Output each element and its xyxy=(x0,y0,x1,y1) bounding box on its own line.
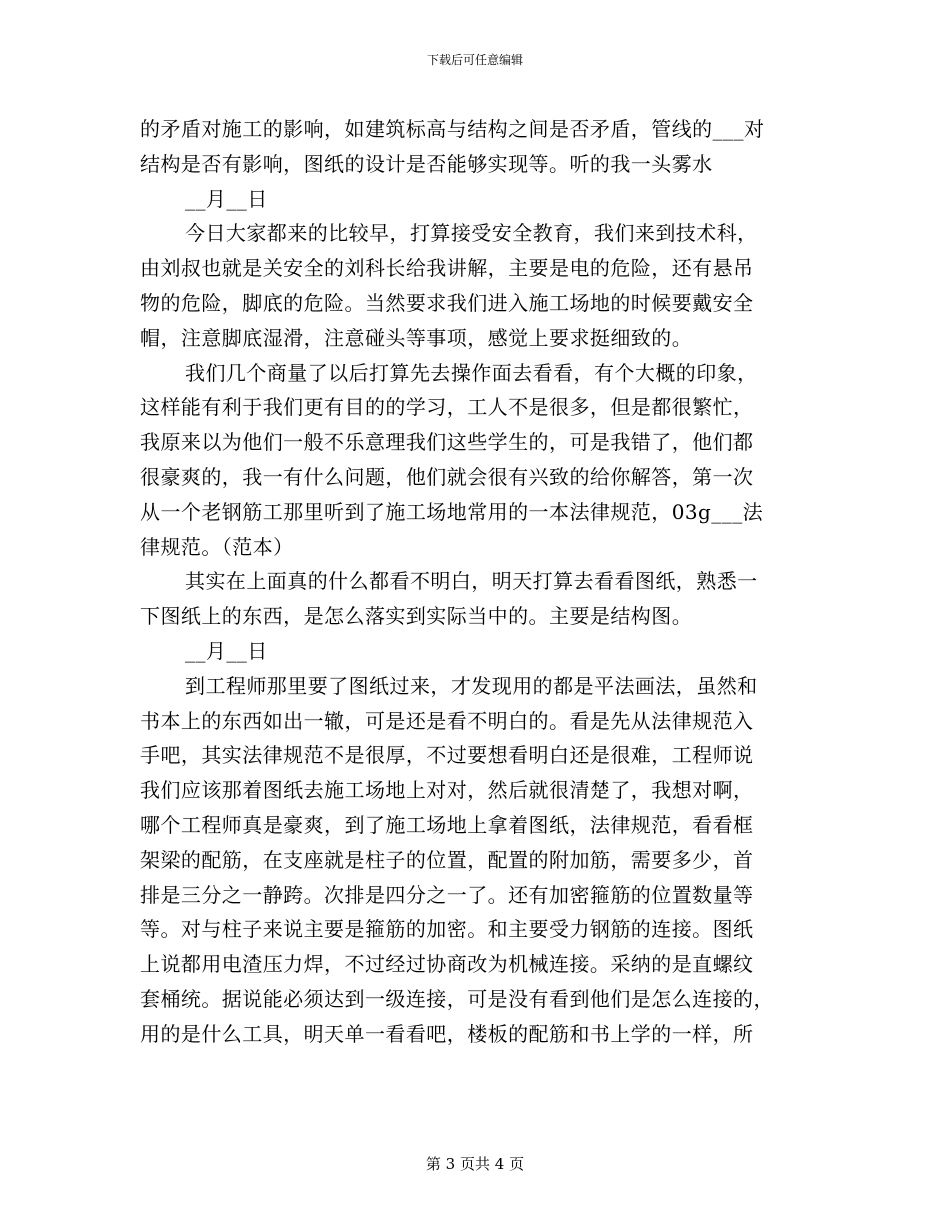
text-line: 排是三分之一静跨。次排是四分之一了。还有加密箍筋的位置数量等 xyxy=(140,882,754,907)
text-line: 结构是否有影响，图纸的设计是否能够实现等。听的我一头雾水 xyxy=(140,151,713,176)
text-line: 哪个工程师真是豪爽，到了施工场地上拿着图纸，法律规范，看看框 xyxy=(140,812,754,837)
date-line: __月__日 xyxy=(185,186,268,211)
text-line: 手吧，其实法律规范不是很厚，不过要想看明白还是很难，工程师说 xyxy=(140,743,754,768)
text-line: 书本上的东西如出一辙，可是还是看不明白的。看是先从法律规范入 xyxy=(140,708,754,733)
text-line: 由刘叔也就是关安全的刘科长给我讲解，主要是电的危险，还有悬吊 xyxy=(140,256,754,281)
text-line: 上说都用电渣压力焊，不过经过协商改为机械连接。采纳的是直螺纹 xyxy=(140,952,754,977)
text-line: 这样能有利于我们更有目的的学习，工人不是很多，但是都很繁忙， xyxy=(140,395,754,420)
text-line: 的矛盾对施工的影响，如建筑标高与结构之间是否矛盾，管线的___对 xyxy=(140,117,765,141)
text-line: 物的危险，脚底的危险。当然要求我们进入施工场地的时候要戴安全 xyxy=(140,290,754,315)
text-line: 律规范。（范本） xyxy=(140,534,294,559)
text-line: 其实在上面真的什么都看不明白，明天打算去看看图纸，熟悉一 xyxy=(185,569,758,594)
text-line: 下图纸上的东西，是怎么落实到实际当中的。主要是结构图。 xyxy=(140,604,693,629)
page-header: 下载后可任意编辑 xyxy=(426,53,523,67)
date-line: __月__日 xyxy=(185,638,268,663)
text-line: 帽，注意脚底湿滑，注意碰头等事项，感觉上要求挺细致的。 xyxy=(140,325,693,350)
text-line: 套桶统。据说能必须达到一级连接，可是没有看到他们是怎么连接的， xyxy=(140,986,774,1011)
text-line: 我们几个商量了以后打算先去操作面去看看，有个大概的印象， xyxy=(185,360,758,385)
page-number: 第 3 页共 4 页 xyxy=(425,1155,525,1173)
text-line: 用的是什么工具，明天单一看看吧，楼板的配筋和书上学的一样，所 xyxy=(140,1021,754,1046)
text-line: 我们应该那着图纸去施工场地上对对，然后就很清楚了，我想对啊， xyxy=(140,778,754,803)
text-line: 从一个老钢筋工那里听到了施工场地常用的一本法律规范，03g___法 xyxy=(140,499,764,524)
text-line: 很豪爽的，我一有什么问题，他们就会很有兴致的给你解答，第一次 xyxy=(140,464,754,489)
text-line: 今日大家都来的比较早，打算接受安全教育，我们来到技术科， xyxy=(185,221,758,246)
text-line: 我原来以为他们一般不乐意理我们这些学生的，可是我错了，他们都 xyxy=(140,430,754,455)
text-line: 等。对与柱子来说主要是箍筋的加密。和主要受力钢筋的连接。图纸 xyxy=(140,917,754,942)
text-line: 到工程师那里要了图纸过来，才发现用的都是平法画法，虽然和 xyxy=(185,673,758,698)
text-line: 架梁的配筋，在支座就是柱子的位置，配置的附加筋，需要多少，首 xyxy=(140,847,754,872)
document-body xyxy=(140,112,800,1052)
